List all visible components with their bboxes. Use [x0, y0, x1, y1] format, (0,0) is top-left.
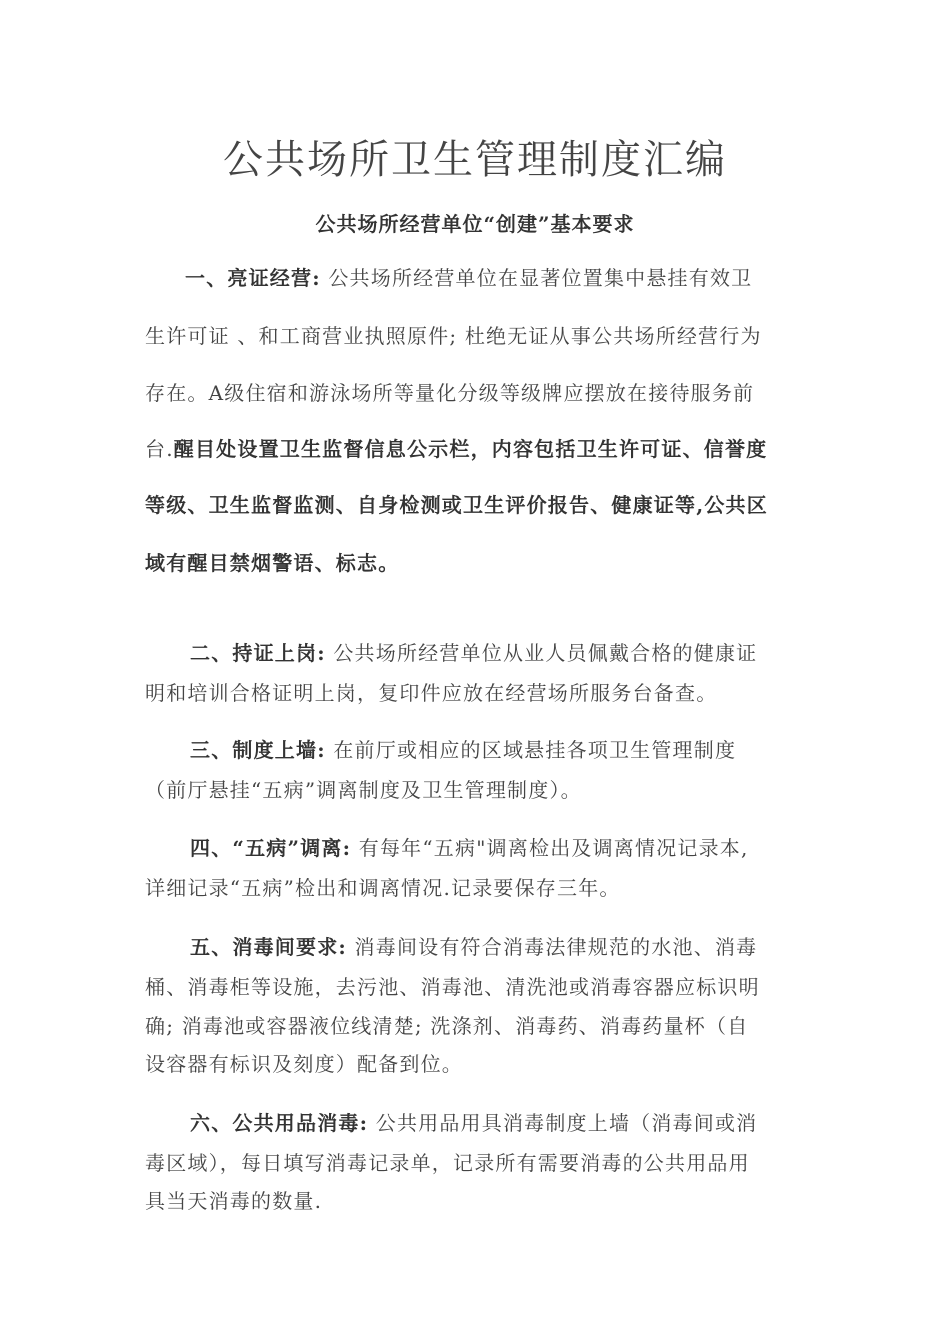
section-2-line-2: 明和培训合格证明上岗，复印件应放在经营场所服务台备查。	[145, 681, 718, 705]
section-1-line-4-bold: 醒目处设置卫生监督信息公示栏，内容包括卫生许可证、信誉度	[173, 437, 768, 461]
section-3-line-1	[190, 734, 736, 763]
section-2-line-1	[190, 637, 757, 666]
section-6-label: 六、公共用品消毒:	[190, 1111, 369, 1135]
document-subtitle: 公共场所经营单位“创建”基本要求	[315, 212, 635, 236]
section-3-label: 三、制度上墙:	[190, 738, 326, 762]
section-5-line-3: 确; 消毒池或容器液位线清楚; 洗涤剂、消毒药、消毒药量杯（自	[145, 1014, 749, 1038]
section-1-line-4-start: 台.	[145, 437, 174, 461]
section-4-line-1	[190, 832, 749, 861]
section-1-text: 公共场所经营单位在显著位置集中悬挂有效卫	[328, 266, 753, 290]
section-2-label: 二、持证上岗:	[190, 641, 326, 665]
section-3-line-2: （前厅悬挂“五病”调离制度及卫生管理制度）。	[145, 778, 582, 802]
section-4-label: 四、“五病”调离:	[190, 836, 352, 860]
section-4-text: 有每年“五病"调离检出及调离情况记录本,	[358, 836, 749, 860]
section-5-text: 消毒间设有符合消毒法律规范的水池、消毒	[354, 935, 758, 959]
section-6-line-1	[190, 1107, 757, 1136]
section-4-line-2: 详细记录“五病”检出和调离情况.记录要保存三年。	[145, 876, 621, 900]
section-5-label: 五、消毒间要求:	[190, 935, 347, 959]
section-5-line-2: 桶、消毒柜等设施，去污池、消毒池、清洗池或消毒容器应标识明	[145, 975, 760, 999]
section-6-line-3: 具当天消毒的数量.	[145, 1189, 323, 1213]
section-1-line-1	[185, 262, 752, 291]
section-5-line-1	[190, 931, 757, 960]
section-1-line-4	[145, 433, 767, 462]
section-1-line-5: 等级、卫生监督监测、自身检测或卫生评价报告、健康证等,公共区	[145, 493, 768, 517]
section-6-text: 公共用品用具消毒制度上墙（消毒间或消	[375, 1111, 758, 1135]
section-1-line-6: 域有醒目禁烟警语、标志。	[145, 551, 400, 575]
section-6-line-2: 毒区域），每日填写消毒记录单，记录所有需要消毒的公共用品用	[145, 1151, 750, 1175]
section-1-label: 一、亮证经营:	[185, 266, 321, 290]
section-1-line-2: 生许可证 、和工商营业执照原件; 杜绝无证从事公共场所经营行为	[145, 324, 762, 348]
section-2-text: 公共场所经营单位从业人员佩戴合格的健康证	[333, 641, 758, 665]
section-1-line-3: 存在。A级住宿和游泳场所等量化分级等级牌应摆放在接待服务前	[145, 381, 755, 405]
document-title: 公共场所卫生管理制度汇编	[223, 137, 727, 183]
section-5-line-4: 设容器有标识及刻度）配备到位。	[145, 1052, 463, 1076]
section-3-text: 在前厅或相应的区域悬挂各项卫生管理制度	[333, 738, 737, 762]
